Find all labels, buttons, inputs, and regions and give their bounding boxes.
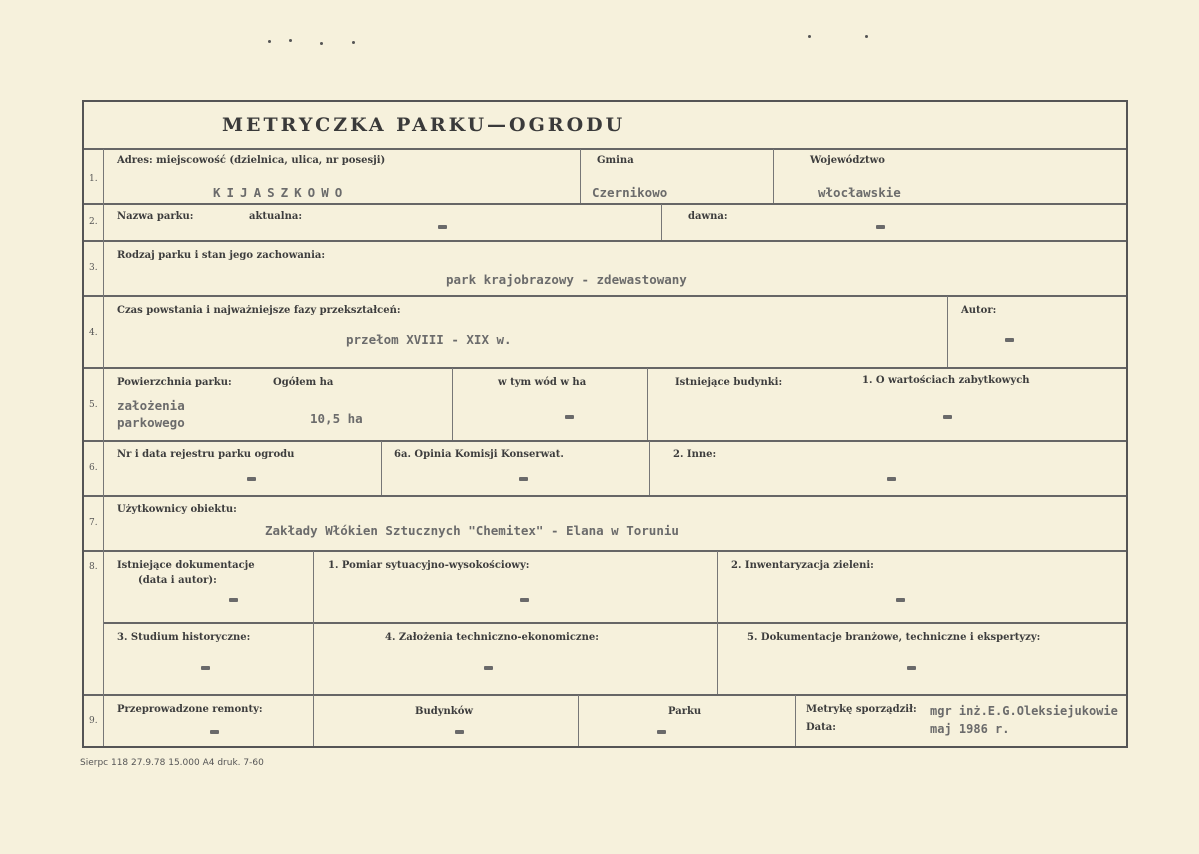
park-type-label: Rodzaj parku i stan jego zachowania: (117, 250, 326, 261)
renovations-label: Przeprowadzone remonty: (117, 704, 263, 715)
ink-speck (352, 41, 355, 44)
object-users-value: Zakłady Włókien Sztucznych "Chemitex" - Elana w Toruniu (265, 523, 679, 538)
cell-divider (313, 551, 314, 694)
cell-divider (661, 204, 662, 240)
row-number: 5. (89, 400, 98, 410)
existing-buildings-label: Istniejące budynki: (675, 377, 783, 388)
existing-docs-label: Istniejące dokumentacje (117, 560, 255, 571)
date-value: maj 1986 r. (930, 722, 1010, 736)
empty-dash (247, 477, 256, 481)
branch-docs-label: 5. Dokumentacje branżowe, techniczne i ekspertyzy: (747, 632, 1041, 643)
monument-value-label: 1. O wartościach zabytkowych (862, 375, 1030, 386)
empty-dash (520, 598, 529, 602)
cell-divider (578, 695, 579, 746)
buildings-renovation-label: Budynków (415, 706, 474, 717)
park-name-label: Nazwa parku: (117, 211, 194, 222)
author-label: Autor: (961, 305, 997, 316)
total-area-label: Ogółem ha (273, 377, 334, 388)
empty-dash (484, 666, 493, 670)
prepared-by-value: mgr inż.E.G.Oleksiejukowie (930, 704, 1118, 718)
register-label: Nr i data rejestru parku ogrodu (117, 449, 295, 460)
empty-dash (201, 666, 210, 670)
print-footer: Sierpc 118 27.9.78 15.000 A4 druk. 7-60 (80, 758, 264, 768)
park-type-value: park krajobrazowy - zdewastowany (446, 272, 687, 287)
gmina-value: Czernikowo (592, 185, 668, 200)
row-number: 8. (89, 562, 98, 572)
park-renovation-label: Parku (668, 706, 702, 717)
voivodeship-label: Województwo (810, 155, 885, 166)
row-divider (84, 550, 1126, 552)
park-area-label: Powierzchnia parku: (117, 377, 232, 388)
cell-divider (381, 441, 382, 495)
date-label: Data: (806, 722, 836, 733)
other-label: 2. Inne: (673, 449, 717, 460)
row-number: 3. (89, 263, 98, 273)
commission-opinion-label: 6a. Opinia Komisji Konserwat. (394, 449, 564, 460)
row-number: 1. (89, 174, 98, 184)
row-number: 9. (89, 716, 98, 726)
water-area-label: w tym wód w ha (498, 377, 587, 388)
empty-dash (876, 225, 885, 229)
cell-divider (717, 551, 718, 694)
cell-divider (452, 368, 453, 440)
row-divider (84, 148, 1126, 150)
prepared-by-label: Metrykę sporządził: (806, 704, 917, 715)
row-number: 7. (89, 518, 98, 528)
cell-divider (947, 296, 948, 367)
empty-dash (943, 415, 952, 419)
row-number: 6. (89, 463, 98, 473)
ink-speck (320, 42, 323, 45)
empty-dash (907, 666, 916, 670)
area-note-line2: parkowego (117, 415, 185, 430)
current-name-label: aktualna: (249, 211, 303, 222)
voivodeship-value: włocławskie (818, 185, 901, 200)
row-divider (84, 495, 1126, 497)
row-number: 2. (89, 217, 98, 227)
row-divider (84, 240, 1126, 242)
creation-time-label: Czas powstania i najważniejsze fazy przekształceń: (117, 305, 401, 316)
row-divider (104, 622, 1126, 624)
cell-divider (773, 149, 774, 203)
row-divider (84, 367, 1126, 369)
cell-divider (580, 149, 581, 203)
empty-dash (455, 730, 464, 734)
row-divider (84, 440, 1126, 442)
ink-speck (865, 35, 868, 38)
ink-speck (808, 35, 811, 38)
ink-speck (289, 39, 292, 42)
historical-study-label: 3. Studium historyczne: (117, 632, 251, 643)
row-number: 4. (89, 328, 98, 338)
empty-dash (896, 598, 905, 602)
cell-divider (649, 441, 650, 495)
empty-dash (519, 477, 528, 481)
former-name-label: dawna: (688, 211, 728, 222)
cell-divider (313, 695, 314, 746)
form-title: METRYCZKA PARKU—OGRODU (222, 114, 626, 136)
empty-dash (887, 477, 896, 481)
row-divider (84, 203, 1126, 205)
address-label: Adres: miejscowość (dzielnica, ulica, nr posesji) (117, 155, 386, 166)
survey-label: 1. Pomiar sytuacyjno-wysokościowy: (328, 560, 530, 571)
cell-divider (647, 368, 648, 440)
empty-dash (438, 225, 447, 229)
empty-dash (1005, 338, 1014, 342)
empty-dash (229, 598, 238, 602)
creation-time-value: przełom XVIII - XIX w. (346, 332, 512, 347)
empty-dash (565, 415, 574, 419)
greenery-inventory-label: 2. Inwentaryzacja zieleni: (731, 560, 874, 571)
number-column-line (103, 149, 104, 746)
area-note-line1: założenia (117, 398, 185, 413)
address-value: KIJASZKOWO (213, 185, 349, 200)
ink-speck (268, 40, 271, 43)
gmina-label: Gmina (597, 155, 634, 166)
tech-econ-label: 4. Założenia techniczno-ekonomiczne: (385, 632, 599, 643)
empty-dash (657, 730, 666, 734)
row-divider (84, 694, 1126, 696)
object-users-label: Użytkownicy obiektu: (117, 504, 237, 515)
cell-divider (795, 695, 796, 746)
total-area-value: 10,5 ha (310, 411, 363, 426)
empty-dash (210, 730, 219, 734)
row-divider (84, 295, 1126, 297)
existing-docs-sublabel: (data i autor): (138, 575, 217, 586)
